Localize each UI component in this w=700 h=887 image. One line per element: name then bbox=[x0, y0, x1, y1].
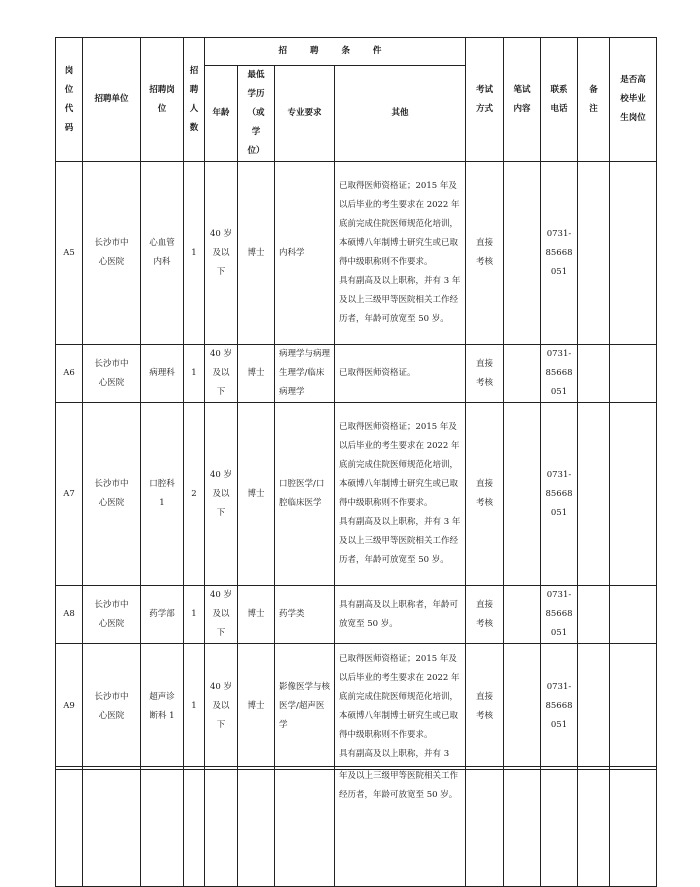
cell-phone bbox=[541, 767, 578, 887]
cell-exam: 直接 考核 bbox=[466, 162, 504, 345]
cell-count: 1 bbox=[184, 162, 205, 345]
cell-unit: 长沙市中 心医院 bbox=[83, 586, 141, 644]
continuation-row bbox=[56, 767, 657, 887]
cell-count: 1 bbox=[184, 586, 205, 644]
table-row bbox=[56, 345, 657, 403]
cell-major: 病理学与病理生理学/临床病理学 bbox=[275, 345, 335, 403]
table-row bbox=[56, 162, 657, 345]
cell-graduate bbox=[610, 644, 657, 770]
cell-content bbox=[504, 644, 541, 770]
cell-code: A9 bbox=[56, 644, 83, 770]
cell-post: 病理科 bbox=[141, 345, 184, 403]
cell-age: 40 岁 及以 下 bbox=[205, 162, 238, 345]
cell-remark bbox=[578, 403, 610, 586]
cell-remark bbox=[578, 767, 610, 887]
header-exam-content: 笔试 内容 bbox=[504, 38, 541, 162]
cell-graduate bbox=[610, 767, 657, 887]
cell-other: 已取得医师资格证。 bbox=[335, 345, 466, 403]
cell-code: A8 bbox=[56, 586, 83, 644]
cell-post: 药学部 bbox=[141, 586, 184, 644]
cell-remark bbox=[578, 586, 610, 644]
cell-remark bbox=[578, 345, 610, 403]
header-other: 其他 bbox=[335, 66, 466, 162]
cell-graduate bbox=[610, 586, 657, 644]
cell-major bbox=[275, 767, 335, 887]
table-row bbox=[56, 403, 657, 586]
cell-remark bbox=[578, 644, 610, 770]
cell-degree bbox=[238, 767, 275, 887]
cell-other: 已取得医师资格证；2015 年及以后毕业的考生要求在 2022 年底前完成住院医师规范化培训，本硕博八年制博士研究生或已取得中级职称则不作要求。 具有副高及以上职称，并有 3 年及以上三级甲等医院相关工作经历者，年龄可放宽至 50 岁。 bbox=[335, 162, 466, 345]
cell-age: 40 岁 及以 下 bbox=[205, 586, 238, 644]
cell-content bbox=[504, 162, 541, 345]
cell-exam: 直接 考核 bbox=[466, 403, 504, 586]
cell-exam: 直接 考核 bbox=[466, 345, 504, 403]
cell-code: A7 bbox=[56, 403, 83, 586]
cell-content bbox=[504, 586, 541, 644]
cell-exam bbox=[466, 767, 504, 887]
cell-phone: 0731- 85668 051 bbox=[541, 403, 578, 586]
recruitment-table bbox=[55, 37, 657, 770]
header-code: 岗 位 代 码 bbox=[56, 38, 83, 162]
cell-content bbox=[504, 345, 541, 403]
cell-post bbox=[141, 767, 184, 887]
cell-phone: 0731- 85668 051 bbox=[541, 345, 578, 403]
cell-phone: 0731- 85668 051 bbox=[541, 644, 578, 770]
header-age: 年龄 bbox=[205, 66, 238, 162]
cell-content bbox=[504, 403, 541, 586]
header-phone: 联系 电话 bbox=[541, 38, 578, 162]
table-row bbox=[56, 644, 657, 770]
cell-other: 具有副高及以上职称者，年龄可放宽至 50 岁。 bbox=[335, 586, 466, 644]
cell-remark bbox=[578, 162, 610, 345]
header-unit: 招聘单位 bbox=[83, 38, 141, 162]
header-degree: 最低 学历 （或 学 位） bbox=[238, 66, 275, 162]
header-conditions: 招 聘 条 件 bbox=[205, 38, 466, 66]
cell-graduate bbox=[610, 403, 657, 586]
cell-post: 超声诊 断科 1 bbox=[141, 644, 184, 770]
cell-unit: 长沙市中 心医院 bbox=[83, 162, 141, 345]
cell-other-continued: 年及以上三级甲等医院相关工作经历者，年龄可放宽至 50 岁。 bbox=[335, 767, 466, 887]
cell-other: 已取得医师资格证；2015 年及以后毕业的考生要求在 2022 年底前完成住院医师规范化培训，本硕博八年制博士研究生或已取得中级职称则不作要求。 具有副高及以上职称，并有 3 年及以上三级甲等医院相关工作经历者，年龄可放宽至 50 岁。 bbox=[335, 403, 466, 586]
cell-post: 口腔科 1 bbox=[141, 403, 184, 586]
cell-major: 药学类 bbox=[275, 586, 335, 644]
cell-code: A6 bbox=[56, 345, 83, 403]
cell-major: 口腔医学/口腔临床医学 bbox=[275, 403, 335, 586]
header-major: 专业要求 bbox=[275, 66, 335, 162]
table-row bbox=[56, 586, 657, 644]
header-graduate: 是否高 校毕业 生岗位 bbox=[610, 38, 657, 162]
cell-unit: 长沙市中 心医院 bbox=[83, 345, 141, 403]
cell-count: 1 bbox=[184, 345, 205, 403]
header-remark: 备 注 bbox=[578, 38, 610, 162]
cell-code: A5 bbox=[56, 162, 83, 345]
cell-degree: 博士 bbox=[238, 586, 275, 644]
cell-graduate bbox=[610, 162, 657, 345]
cell-exam: 直接 考核 bbox=[466, 586, 504, 644]
cell-degree: 博士 bbox=[238, 403, 275, 586]
cell-count: 1 bbox=[184, 644, 205, 770]
cell-phone: 0731- 85668 051 bbox=[541, 586, 578, 644]
cell-other: 已取得医师资格证；2015 年及以后毕业的考生要求在 2022 年底前完成住院医师规范化培训，本硕博八年制博士研究生或已取得中级职称则不作要求。 具有副高及以上职称，并有 3 bbox=[335, 644, 466, 770]
cell-degree: 博士 bbox=[238, 644, 275, 770]
cell-major: 内科学 bbox=[275, 162, 335, 345]
header-count: 招 聘 人 数 bbox=[184, 38, 205, 162]
cell-content bbox=[504, 767, 541, 887]
cell-graduate bbox=[610, 345, 657, 403]
cell-age: 40 岁 及以 下 bbox=[205, 403, 238, 586]
cell-exam: 直接 考核 bbox=[466, 644, 504, 770]
cell-unit: 长沙市中 心医院 bbox=[83, 644, 141, 770]
cell-age bbox=[205, 767, 238, 887]
cell-degree: 博士 bbox=[238, 162, 275, 345]
cell-unit bbox=[83, 767, 141, 887]
cell-age: 40 岁 及以 下 bbox=[205, 345, 238, 403]
cell-degree: 博士 bbox=[238, 345, 275, 403]
continuation-table bbox=[55, 766, 657, 887]
header-post: 招聘岗 位 bbox=[141, 38, 184, 162]
cell-code bbox=[56, 767, 83, 887]
cell-unit: 长沙市中 心医院 bbox=[83, 403, 141, 586]
cell-count bbox=[184, 767, 205, 887]
header-exam-method: 考试 方式 bbox=[466, 38, 504, 162]
cell-phone: 0731- 85668 051 bbox=[541, 162, 578, 345]
cell-age: 40 岁 及以 下 bbox=[205, 644, 238, 770]
cell-post: 心血管 内科 bbox=[141, 162, 184, 345]
cell-count: 2 bbox=[184, 403, 205, 586]
cell-major: 影像医学与核医学/超声医学 bbox=[275, 644, 335, 770]
